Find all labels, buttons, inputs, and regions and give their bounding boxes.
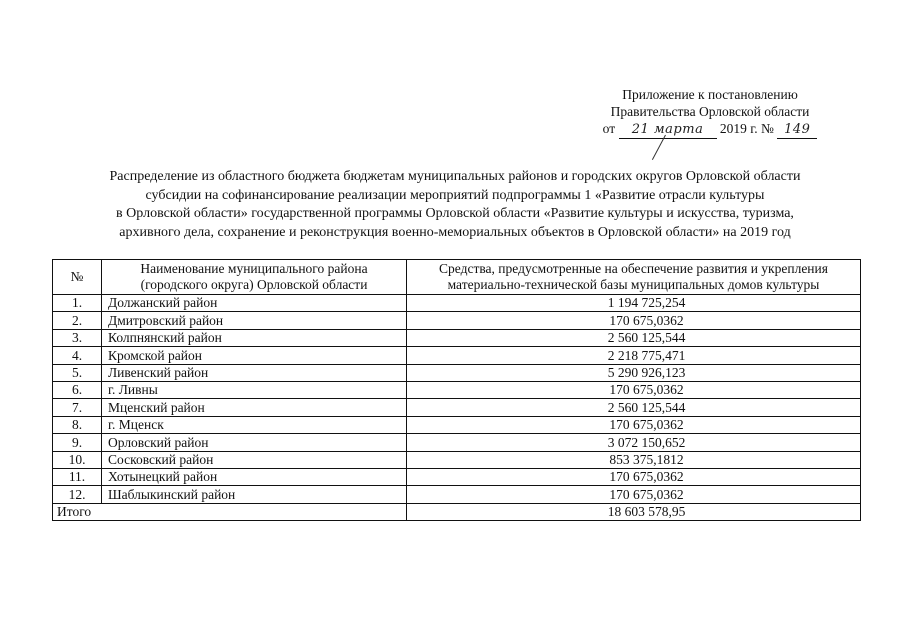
row-value: 5 290 926,123 — [407, 364, 861, 381]
row-district: Колпнянский район — [102, 329, 407, 346]
title-line-1: Распределение из областного бюджета бюджетам муниципальных районов и городских округов Орловской области — [109, 169, 801, 184]
appendix-block — [560, 86, 860, 139]
row-value: 3 072 150,652 — [407, 434, 861, 451]
total-value: 18 603 578,95 — [407, 503, 861, 520]
row-value: 170 675,0362 — [407, 312, 861, 329]
header-number: № — [53, 260, 102, 295]
row-number: 4. — [53, 347, 102, 364]
row-district: Мценский район — [102, 399, 407, 416]
row-number: 5. — [53, 364, 102, 381]
document-title — [40, 168, 870, 242]
title-line-2: субсидии на софинансирование реализации мероприятий подпрограммы 1 «Развитие отрасли культуры — [145, 187, 765, 203]
row-number: 10. — [53, 451, 102, 468]
row-district: Шаблыкинский район — [102, 486, 407, 503]
appendix-date-line — [603, 120, 818, 139]
row-number: 8. — [53, 416, 102, 433]
row-number: 9. — [53, 434, 102, 451]
year-number-label: 2019 г. № — [719, 121, 774, 136]
row-district: г. Мценск — [102, 416, 407, 433]
row-value: 170 675,0362 — [407, 486, 861, 503]
table-row — [53, 347, 861, 364]
table-body — [53, 295, 861, 521]
table-row — [53, 468, 861, 485]
appendix-line-2: Правительства Орловской области — [610, 104, 810, 119]
row-number: 11. — [53, 468, 102, 485]
header-funds: Средства, предусмотренные на обеспечение развития и укрепления материально-технической базы муниципальных домов культуры — [407, 260, 861, 295]
table-row — [53, 295, 861, 312]
handwritten-number: 149 — [777, 120, 817, 139]
row-district: Ливенский район — [102, 364, 407, 381]
row-district: Дмитровский район — [102, 312, 407, 329]
subsidy-table — [52, 259, 861, 521]
row-value: 2 560 125,544 — [407, 329, 861, 346]
row-value: 170 675,0362 — [407, 416, 861, 433]
table-row — [53, 381, 861, 398]
row-number: 3. — [53, 329, 102, 346]
row-district: г. Ливны — [102, 381, 407, 398]
row-number: 2. — [53, 312, 102, 329]
row-number: 1. — [53, 295, 102, 312]
total-label: Итого — [53, 503, 407, 520]
appendix-line-1: Приложение к постановлению — [622, 87, 798, 102]
row-district: Хотынецкий район — [102, 468, 407, 485]
row-district: Кромской район — [102, 347, 407, 364]
row-value: 2 218 775,471 — [407, 347, 861, 364]
row-value: 853 375,1812 — [407, 451, 861, 468]
row-district: Сосковский район — [102, 451, 407, 468]
table-row — [53, 434, 861, 451]
table-row — [53, 451, 861, 468]
table-row — [53, 486, 861, 503]
row-value: 2 560 125,544 — [407, 399, 861, 416]
row-value: 1 194 725,254 — [407, 295, 861, 312]
title-line-4: архивного дела, сохранение и реконструкция военно-мемориальных объектов в Орловской области» на 2019 год — [119, 224, 791, 240]
row-district: Должанский район — [102, 295, 407, 312]
row-value: 170 675,0362 — [407, 468, 861, 485]
table-row — [53, 364, 861, 381]
table-row — [53, 399, 861, 416]
table-row — [53, 416, 861, 433]
row-number: 12. — [53, 486, 102, 503]
handwritten-date: 21 марта — [619, 120, 717, 139]
header-district: Наименование муниципального района (городского округа) Орловской области — [102, 260, 407, 295]
total-row — [53, 503, 861, 520]
table-header-row — [53, 260, 861, 295]
date-prefix: от — [602, 121, 616, 136]
row-number: 7. — [53, 399, 102, 416]
row-value: 170 675,0362 — [407, 381, 861, 398]
row-number: 6. — [53, 381, 102, 398]
table-row — [53, 312, 861, 329]
row-district: Орловский район — [102, 434, 407, 451]
title-line-3: в Орловской области» государственной программы Орловской области «Развитие культуры и искусства, туризма, — [116, 206, 794, 221]
table-row — [53, 329, 861, 346]
